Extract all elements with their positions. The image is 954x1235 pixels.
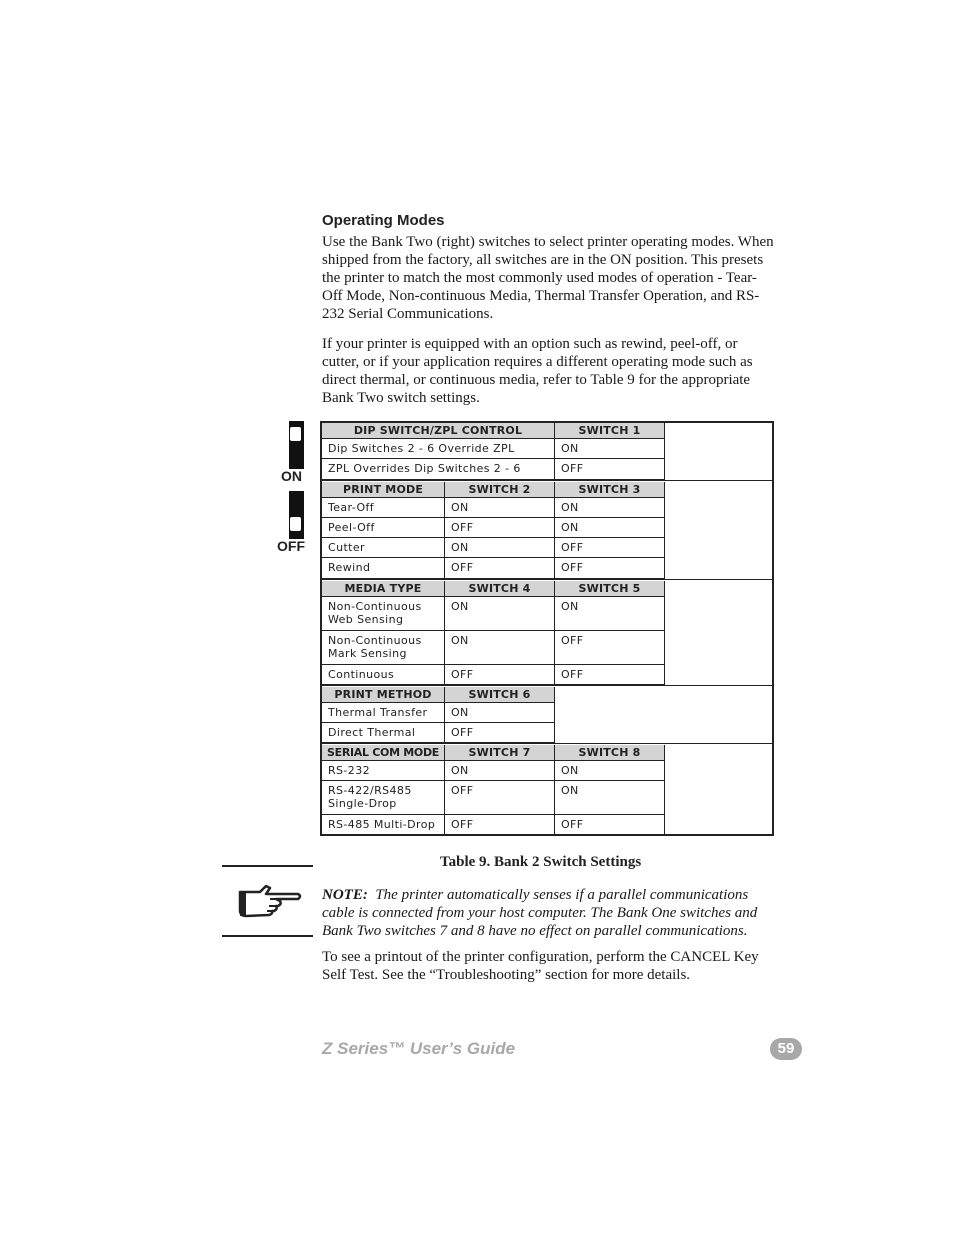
table-cell: Non-Continuous Mark Sensing [322,631,445,665]
table-cell: Tear-Off [322,498,445,518]
table-cell: OFF [555,631,665,665]
table-header: SWITCH 8 [555,745,665,761]
table-cell: OFF [555,815,665,836]
self-test-paragraph: To see a printout of the printer configuration, perform the CANCEL Key Self Test. See the “Troubleshooting” section for more details. [322,949,759,983]
switch-off-label: OFF [277,538,305,554]
group-divider [322,480,772,481]
table-cell: ON [555,761,665,781]
switch-on-icon [289,421,304,469]
options-paragraph: If your printer is equipped with an option such as rewind, peel-off, or cutter, or if your application requires a different operating mode such as direct thermal, or continuous media, refer to Table 9 for the appropriate Bank Two switch settings. [322,336,753,406]
table-header: SERIAL COM MODE [322,745,445,761]
table-cell: OFF [445,518,555,538]
note-bottom-rule [222,935,313,937]
table-cell: OFF [445,723,555,743]
switch-off-icon [289,491,304,539]
table-header: SWITCH 1 [555,423,665,439]
table-cell: OFF [555,538,665,558]
switch-on-label: ON [281,468,302,484]
table-header: DIP SWITCH/ZPL CONTROL [322,423,555,439]
group-divider [322,685,772,686]
table-cell: ON [445,538,555,558]
table-header: MEDIA TYPE [322,581,445,597]
table-cell: ON [445,631,555,665]
table-cell: ON [445,703,555,723]
section-heading: Operating Modes [322,212,445,229]
bank2-switch-table [320,421,774,836]
table-header: SWITCH 6 [445,687,555,703]
table-cell: OFF [445,558,555,579]
table-cell: OFF [445,665,555,685]
group-divider [322,743,772,744]
note-text: The printer automatically senses if a parallel communications cable is connected from your host computer. The Bank One switches and Bank Two switches 7 and 8 have no effect on parallel communications. [322,887,758,939]
table-header: SWITCH 5 [555,581,665,597]
table-cell: ON [445,761,555,781]
note-top-rule [222,865,313,867]
table-cell: Dip Switches 2 - 6 Override ZPL [322,439,555,459]
table-cell: ON [555,781,665,815]
table-cell: OFF [445,781,555,815]
table-header: PRINT MODE [322,482,445,498]
table-cell: ON [445,597,555,631]
pointing-hand-icon [236,880,304,922]
table-caption: Table 9. Bank 2 Switch Settings [440,854,642,870]
table-cell: RS-232 [322,761,445,781]
table-cell: ON [555,597,665,631]
table-cell: Continuous [322,665,445,685]
note-paragraph [322,886,778,940]
table-cell: Rewind [322,558,445,579]
note-label: NOTE: [322,887,368,903]
table-cell: OFF [445,815,555,836]
intro-paragraph: Use the Bank Two (right) switches to select printer operating modes. When shipped from the factory, all switches are in the ON position. This presets the printer to match the most commonly used modes of operation - Tear-Off Mode, Non-continuous Media, Thermal Transfer Operation, and RS-232 Serial Communications. [322,234,774,322]
table-header: SWITCH 3 [555,482,665,498]
table-cell: OFF [555,459,665,480]
table-header: SWITCH 4 [445,581,555,597]
table-header: SWITCH 7 [445,745,555,761]
table-cell: ON [555,518,665,538]
footer-title: Z Series™ User’s Guide [322,1039,516,1058]
table-cell: OFF [555,665,665,685]
table-cell: OFF [555,558,665,579]
table-cell: ON [445,498,555,518]
table-header: PRINT METHOD [322,687,445,703]
table-cell: Thermal Transfer [322,703,445,723]
table-header: SWITCH 2 [445,482,555,498]
table-cell: ZPL Overrides Dip Switches 2 - 6 [322,459,555,480]
table-cell: RS-485 Multi-Drop [322,815,445,836]
table-cell: RS-422/RS485 Single-Drop [322,781,445,815]
table-cell: Cutter [322,538,445,558]
page-number-badge: 59 [770,1038,802,1060]
table-cell: ON [555,498,665,518]
table-cell: Non-Continuous Web Sensing [322,597,445,631]
group-divider [322,579,772,580]
table-cell: Direct Thermal [322,723,445,743]
table-cell: ON [555,439,665,459]
table-cell: Peel-Off [322,518,445,538]
